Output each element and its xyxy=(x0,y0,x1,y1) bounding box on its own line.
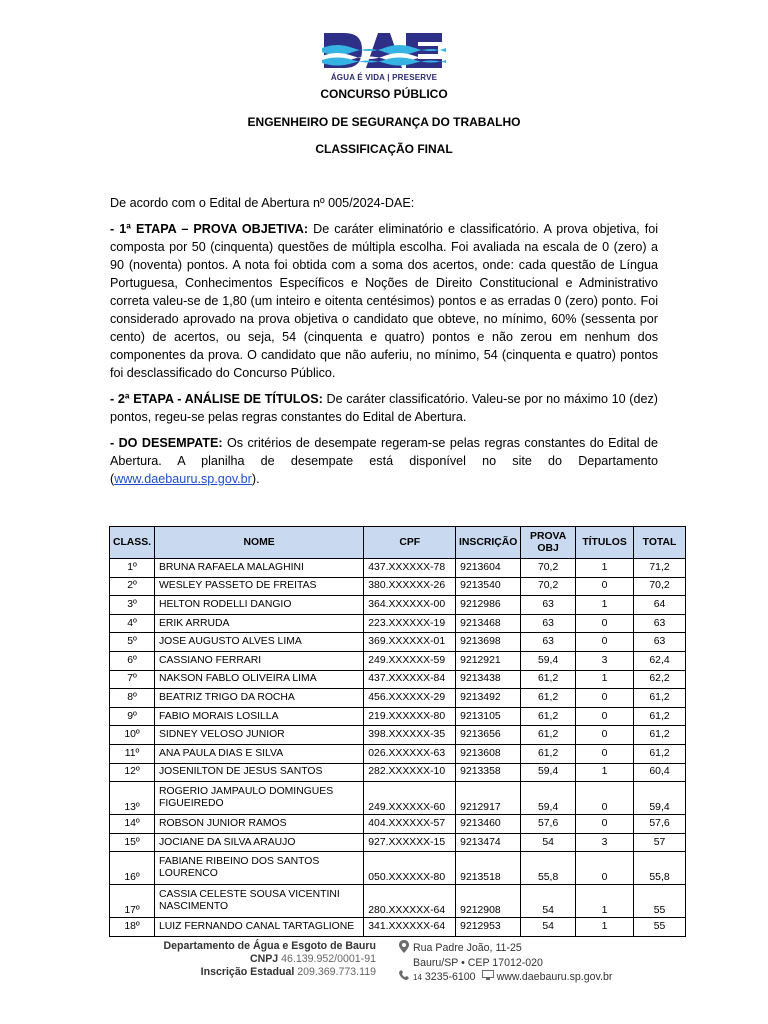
table-row xyxy=(110,852,686,885)
cell-prova: 63 xyxy=(521,614,576,633)
cell-class: 16º xyxy=(110,852,155,885)
cell-cpf: 380.XXXXXX-26 xyxy=(364,577,456,596)
cell-titulos: 0 xyxy=(576,782,634,815)
cell-inscricao: 9213438 xyxy=(456,670,521,689)
cell-cpf: 437.XXXXXX-78 xyxy=(364,559,456,578)
table-row xyxy=(110,782,686,815)
header-cargo: ENGENHEIRO DE SEGURANÇA DO TRABALHO xyxy=(247,115,521,129)
cell-inscricao: 9213540 xyxy=(456,577,521,596)
footer-phone-site xyxy=(398,970,658,984)
cell-total: 62,4 xyxy=(634,651,686,670)
footer-cnpj: CNPJ 46.139.952/0001-91 xyxy=(249,953,376,965)
cell-nome: ERIK ARRUDA xyxy=(154,614,363,633)
cell-prova: 70,2 xyxy=(521,577,576,596)
cell-total: 55 xyxy=(634,885,686,918)
cell-cpf: 456.XXXXXX-29 xyxy=(364,689,456,708)
footer-org-info xyxy=(130,940,376,979)
table-row xyxy=(110,577,686,596)
cell-nome: LUIZ FERNANDO CANAL TARTAGLIONE xyxy=(154,918,363,937)
cell-total: 57,6 xyxy=(634,815,686,834)
cell-total: 55 xyxy=(634,918,686,937)
monitor-icon xyxy=(482,970,494,984)
cell-inscricao: 9213474 xyxy=(456,833,521,852)
footer-phone-prefix: 14 xyxy=(413,972,422,982)
cell-prova: 57,6 xyxy=(521,815,576,834)
footer-phone: 3235-6100 xyxy=(424,970,476,983)
footer-address-2 xyxy=(398,957,658,970)
cell-class: 9º xyxy=(110,707,155,726)
cell-titulos: 0 xyxy=(576,707,634,726)
cell-inscricao: 9212953 xyxy=(456,918,521,937)
table-row xyxy=(110,651,686,670)
cell-inscricao: 9213460 xyxy=(456,815,521,834)
cell-inscricao: 9213698 xyxy=(456,633,521,652)
table-row xyxy=(110,633,686,652)
cell-inscricao: 9213604 xyxy=(456,559,521,578)
cell-total: 61,2 xyxy=(634,707,686,726)
etapa2-text: De caráter classificatório. Valeu-se por no máximo 10 (dez) pontos, regeu-se pelas regras constantes do Edital de Abertura. xyxy=(110,392,658,424)
cell-titulos: 0 xyxy=(576,815,634,834)
page-footer xyxy=(130,940,650,984)
col-titulos: TÍTULOS xyxy=(576,527,634,559)
cell-prova: 70,2 xyxy=(521,559,576,578)
cell-titulos: 0 xyxy=(576,577,634,596)
cell-titulos: 0 xyxy=(576,689,634,708)
cell-titulos: 1 xyxy=(576,596,634,615)
cell-cpf: 249.XXXXXX-59 xyxy=(364,651,456,670)
cell-total: 60,4 xyxy=(634,763,686,782)
cell-titulos: 0 xyxy=(576,744,634,763)
cell-class: 12º xyxy=(110,763,155,782)
cell-cpf: 404.XXXXXX-57 xyxy=(364,815,456,834)
cell-cpf: 223.XXXXXX-19 xyxy=(364,614,456,633)
cell-class: 3º xyxy=(110,596,155,615)
col-class: CLASS. xyxy=(110,527,155,559)
col-prova: PROVA OBJ xyxy=(521,527,576,559)
table-row xyxy=(110,559,686,578)
cell-nome: JOSENILTON DE JESUS SANTOS xyxy=(154,763,363,782)
cell-total: 61,2 xyxy=(634,726,686,745)
cell-class: 10º xyxy=(110,726,155,745)
cell-prova: 61,2 xyxy=(521,726,576,745)
cell-cpf: 369.XXXXXX-01 xyxy=(364,633,456,652)
cell-titulos: 0 xyxy=(576,726,634,745)
cell-nome: JOCIANE DA SILVA ARAUJO xyxy=(154,833,363,852)
table-row xyxy=(110,918,686,937)
table-row xyxy=(110,726,686,745)
footer-ie: Inscrição Estadual 209.369.773.119 xyxy=(200,966,376,978)
cell-class: 7º xyxy=(110,670,155,689)
cell-cpf: 364.XXXXXX-00 xyxy=(364,596,456,615)
site-link[interactable]: www.daebauru.sp.gov.br xyxy=(114,472,252,486)
cell-prova: 61,2 xyxy=(521,689,576,708)
cell-total: 61,2 xyxy=(634,689,686,708)
col-cpf: CPF xyxy=(364,527,456,559)
etapa1-text: De caráter eliminatório e classificatório. A prova objetiva, foi composta por 50 (cinquenta) questões de múltipla escolha. Foi avaliada na escala de 0 (zero) a 90 (noventa) pontos. A nota foi obtida com a soma dos acertos, onde: cada questão de Língua Portuguesa, Conhecimentos Específicos e Noções de Direito Constitucional e Administrativo correta valeu-se de 1,80 (um inteiro e oitenta centésimos) pontos e as erradas 0 (zero) ponto. Foi considerado aprovado na prova objetiva o candidato que obteve, no mínimo, 60% (sessenta por cento) de acertos, ou seja, 54 (cinquenta e quatro) pontos e não zerou em nenhum dos componentes da prova. O candidato que não auferiu, no mínimo, 54 (cinquenta e quatro) pontos foi desclassificado do Concurso Público. xyxy=(110,222,659,380)
cell-nome: BEATRIZ TRIGO DA ROCHA xyxy=(154,689,363,708)
etapa2-label: - 2ª ETAPA - ANÁLISE DE TÍTULOS: xyxy=(110,392,323,406)
cell-class: 2º xyxy=(110,577,155,596)
cell-class: 6º xyxy=(110,651,155,670)
footer-org-name: Departamento de Água e Esgoto de Bauru xyxy=(163,940,376,952)
table-row xyxy=(110,815,686,834)
cell-cpf: 927.XXXXXX-15 xyxy=(364,833,456,852)
cell-nome: ROGERIO JAMPAULO DOMINGUES FIGUEIREDO xyxy=(154,782,363,815)
cell-total: 57 xyxy=(634,833,686,852)
logo-tagline: ÁGUA É VIDA | PRESERVE xyxy=(330,73,438,82)
header-classificacao: CLASSIFICAÇÃO FINAL xyxy=(315,142,453,156)
cell-inscricao: 9213608 xyxy=(456,744,521,763)
phone-icon xyxy=(398,970,410,984)
cell-class: 13º xyxy=(110,782,155,815)
table-row xyxy=(110,689,686,708)
cell-prova: 61,2 xyxy=(521,670,576,689)
cell-cpf: 282.XXXXXX-10 xyxy=(364,763,456,782)
footer-site[interactable]: www.daebauru.sp.gov.br xyxy=(496,970,613,983)
cell-nome: CASSIANO FERRARI xyxy=(154,651,363,670)
footer-address-line2: Bauru/SP • CEP 17012-020 xyxy=(413,957,543,969)
cell-titulos: 1 xyxy=(576,918,634,937)
cell-class: 4º xyxy=(110,614,155,633)
cell-titulos: 0 xyxy=(576,633,634,652)
footer-contact xyxy=(398,940,658,984)
dae-logo xyxy=(322,30,446,84)
cell-prova: 63 xyxy=(521,633,576,652)
table-row xyxy=(110,596,686,615)
cell-total: 62,2 xyxy=(634,670,686,689)
classification-table xyxy=(109,526,686,937)
table-row xyxy=(110,614,686,633)
cell-prova: 63 xyxy=(521,596,576,615)
cell-nome: ROBSON JUNIOR RAMOS xyxy=(154,815,363,834)
cell-inscricao: 9212986 xyxy=(456,596,521,615)
cell-class: 15º xyxy=(110,833,155,852)
cell-titulos: 3 xyxy=(576,833,634,852)
table-row xyxy=(110,707,686,726)
cell-cpf: 026.XXXXXX-63 xyxy=(364,744,456,763)
cell-class: 5º xyxy=(110,633,155,652)
desempate-paragraph xyxy=(110,434,658,488)
cell-titulos: 1 xyxy=(576,559,634,578)
cell-titulos: 1 xyxy=(576,885,634,918)
cell-class: 18º xyxy=(110,918,155,937)
cell-inscricao: 9213656 xyxy=(456,726,521,745)
table-row xyxy=(110,670,686,689)
header-concurso: CONCURSO PÚBLICO xyxy=(320,87,448,101)
cell-total: 63 xyxy=(634,614,686,633)
cell-inscricao: 9212921 xyxy=(456,651,521,670)
cell-nome: CASSIA CELESTE SOUSA VICENTINI NASCIMENTO xyxy=(154,885,363,918)
desempate-label: - DO DESEMPATE: xyxy=(110,436,223,450)
cell-cpf: 249.XXXXXX-60 xyxy=(364,782,456,815)
cell-titulos: 1 xyxy=(576,670,634,689)
cell-inscricao: 9212917 xyxy=(456,782,521,815)
cell-inscricao: 9213105 xyxy=(456,707,521,726)
cell-prova: 59,4 xyxy=(521,782,576,815)
cell-prova: 54 xyxy=(521,918,576,937)
cell-total: 70,2 xyxy=(634,577,686,596)
cell-class: 8º xyxy=(110,689,155,708)
cell-total: 55,8 xyxy=(634,852,686,885)
cell-cpf: 398.XXXXXX-35 xyxy=(364,726,456,745)
cell-nome: FABIO MORAIS LOSILLA xyxy=(154,707,363,726)
etapa2-paragraph xyxy=(110,390,658,426)
cell-total: 63 xyxy=(634,633,686,652)
etapa1-label: - 1ª ETAPA – PROVA OBJETIVA: xyxy=(110,222,309,236)
cell-nome: BRUNA RAFAELA MALAGHINI xyxy=(154,559,363,578)
dae-logo-mark xyxy=(322,30,446,72)
cell-cpf: 219.XXXXXX-80 xyxy=(364,707,456,726)
cell-cpf: 280.XXXXXX-64 xyxy=(364,885,456,918)
table-row xyxy=(110,763,686,782)
table-row xyxy=(110,744,686,763)
cell-class: 1º xyxy=(110,559,155,578)
desempate-end: ). xyxy=(251,472,260,486)
footer-address-line1: Rua Padre João, 11-25 xyxy=(413,942,522,954)
cell-prova: 55,8 xyxy=(521,852,576,885)
col-inscricao: INSCRIÇÃO xyxy=(456,527,521,559)
cell-total: 64 xyxy=(634,596,686,615)
map-pin-icon xyxy=(398,940,410,957)
intro-paragraph: De acordo com o Edital de Abertura nº 005/2024-DAE: xyxy=(110,196,415,210)
cell-prova: 59,4 xyxy=(521,651,576,670)
cell-prova: 61,2 xyxy=(521,707,576,726)
cell-inscricao: 9213518 xyxy=(456,852,521,885)
col-total: TOTAL xyxy=(634,527,686,559)
cell-class: 11º xyxy=(110,744,155,763)
cell-cpf: 341.XXXXXX-64 xyxy=(364,918,456,937)
table-body xyxy=(110,559,686,937)
cell-total: 71,2 xyxy=(634,559,686,578)
cell-total: 61,2 xyxy=(634,744,686,763)
cell-inscricao: 9212908 xyxy=(456,885,521,918)
cell-prova: 59,4 xyxy=(521,763,576,782)
cell-nome: WESLEY PASSETO DE FREITAS xyxy=(154,577,363,596)
cell-titulos: 0 xyxy=(576,614,634,633)
col-nome: NOME xyxy=(154,527,363,559)
etapa1-paragraph xyxy=(110,220,658,382)
table-header-row xyxy=(110,527,686,559)
cell-class: 17º xyxy=(110,885,155,918)
cell-inscricao: 9213492 xyxy=(456,689,521,708)
cell-prova: 54 xyxy=(521,833,576,852)
cell-nome: JOSE AUGUSTO ALVES LIMA xyxy=(154,633,363,652)
cell-prova: 54 xyxy=(521,885,576,918)
cell-titulos: 3 xyxy=(576,651,634,670)
cell-nome: HELTON RODELLI DANGIO xyxy=(154,596,363,615)
cell-nome: FABIANE RIBEINO DOS SANTOS LOURENCO xyxy=(154,852,363,885)
cell-titulos: 0 xyxy=(576,852,634,885)
table-row xyxy=(110,833,686,852)
footer-address xyxy=(398,940,658,957)
cell-inscricao: 9213358 xyxy=(456,763,521,782)
cell-cpf: 437.XXXXXX-84 xyxy=(364,670,456,689)
cell-total: 59,4 xyxy=(634,782,686,815)
cell-inscricao: 9213468 xyxy=(456,614,521,633)
cell-class: 14º xyxy=(110,815,155,834)
cell-titulos: 1 xyxy=(576,763,634,782)
table-row xyxy=(110,885,686,918)
desempate-text: Os critérios de desempate regeram-se pelas regras constantes do Edital de Abertura. A planilha de desempate está disponível no site do Departamento ( xyxy=(110,436,659,486)
cell-cpf: 050.XXXXXX-80 xyxy=(364,852,456,885)
cell-nome: SIDNEY VELOSO JUNIOR xyxy=(154,726,363,745)
document-body xyxy=(110,194,658,496)
cell-prova: 61,2 xyxy=(521,744,576,763)
cell-nome: ANA PAULA DIAS E SILVA xyxy=(154,744,363,763)
cell-nome: NAKSON FABLO OLIVEIRA LIMA xyxy=(154,670,363,689)
